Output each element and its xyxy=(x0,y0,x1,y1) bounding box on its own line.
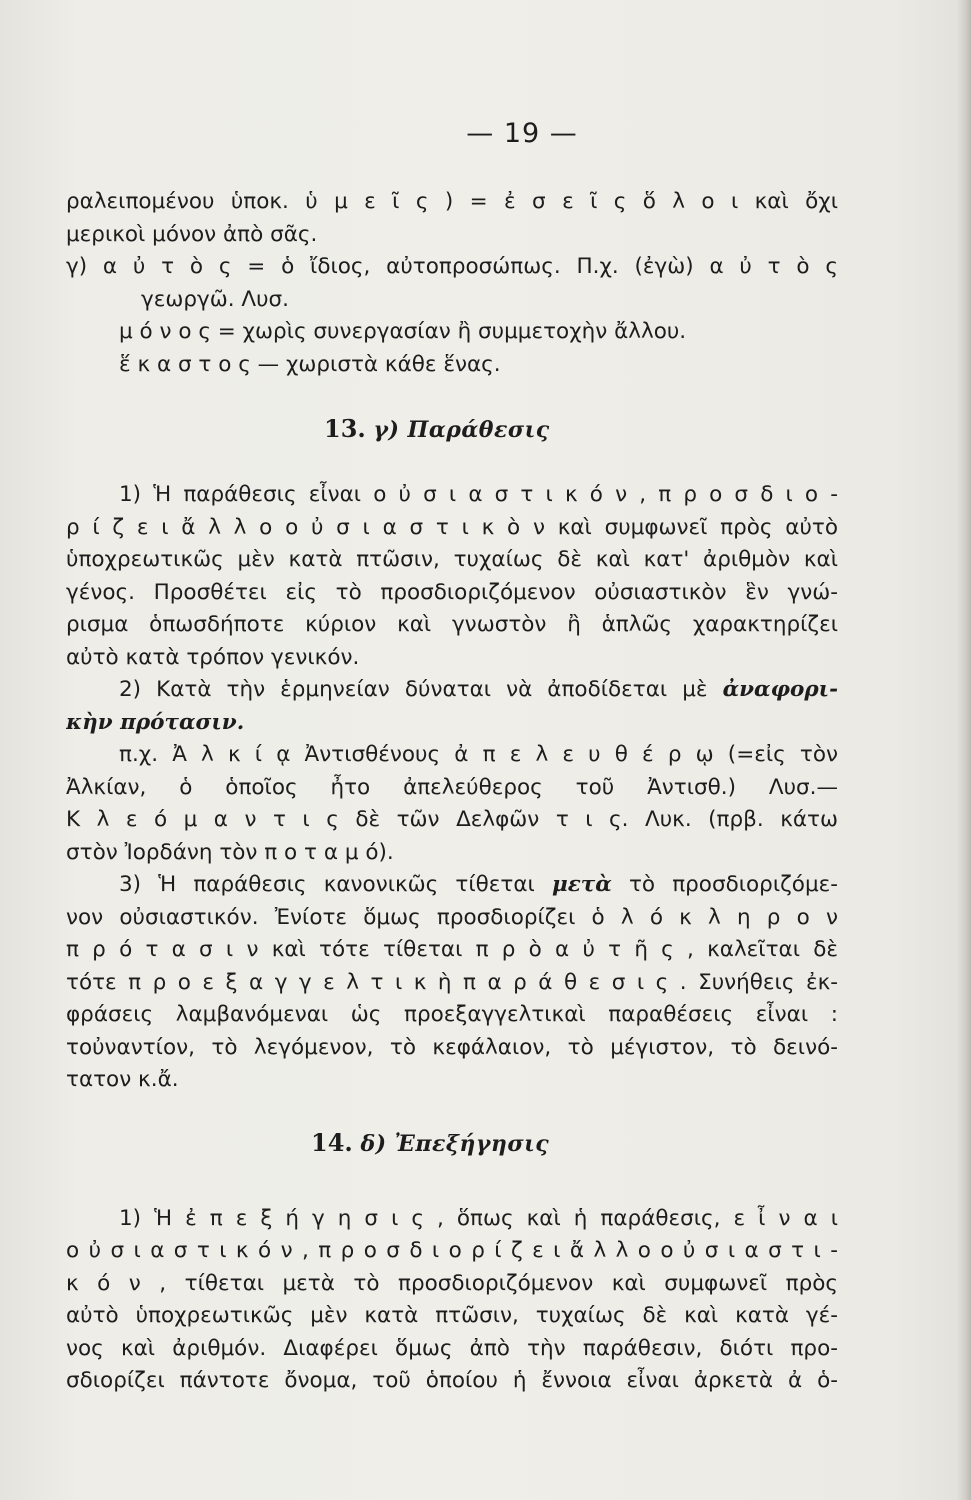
section-number: 13. xyxy=(324,414,366,443)
text-line: τοὐναντίον, τὸ λεγόμενον, τὸ κεφάλαιον, τὸ μέγιστον, τὸ δεινό- xyxy=(66,1034,838,1060)
section-number: 14. xyxy=(311,1127,353,1157)
section-heading-13 xyxy=(324,409,838,449)
text-line: μ ό ν ο ς = χωρὶς συνεργασίαν ἢ συμμετοχὴν ἄλλου. xyxy=(119,319,687,344)
text-line: σδιορίζει πάντοτε ὄνομα, τοῦ ὁποίου ἡ ἔννοια εἶναι ἀρκετὰ ἀ ὁ- xyxy=(66,1368,838,1393)
section-title: δ) Ἐπεξήγησις xyxy=(360,1130,550,1157)
text-line: τατον κ.ἄ. xyxy=(66,1067,179,1092)
text-line: 1) Ἡ ἐ π ε ξ ή γ η σ ι ς , ὅπως καὶ ἡ παράθεσις, ε ἶ ν α ι xyxy=(119,1205,838,1231)
text-line: αὐτὸ κατὰ τρόπον γενικόν. xyxy=(66,644,360,670)
text-line: μερικοὶ μόνον ἀπὸ σᾶς. xyxy=(66,221,318,247)
emphasis-text: ἀναφορι- xyxy=(722,677,838,702)
text-line: γ) α ὐ τ ὸ ς = ὁ ἴδιος, αὐτοπροσώπως. Π.χ. (ἐγὼ) α ὐ τ ὸ ς xyxy=(66,254,838,279)
text-line: νος καὶ ἀριθμόν. Διαφέρει ὅμως ἀπὸ τὴν παράθεσιν, διότι προ- xyxy=(66,1335,838,1361)
text-run: 2) Κατὰ τὴν ἑρμηνείαν δύναται νὰ ἀποδίδεται μὲ xyxy=(119,677,708,702)
section-title: γ) Παράθεσις xyxy=(373,417,550,443)
page-number: — 19 — xyxy=(466,118,578,149)
text-line: τότε π ρ ο ε ξ α γ γ ε λ τ ι κ ὴ π α ρ ά θ ε σ ι ς . Συνήθεις ἐκ- xyxy=(66,969,838,995)
text-line: 1) Ἡ παράθεσις εἶναι ο ὐ σ ι α σ τ ι κ ό ν , π ρ ο σ δ ι ο - xyxy=(119,482,838,507)
text-line: φράσεις λαμβανόμεναι ὡς προεξαγγελτικαὶ παραθέσεις εἶναι : xyxy=(66,1002,838,1027)
text-line: π ρ ό τ α σ ι ν καὶ τότε τίθεται π ρ ὸ α ὐ τ ῆ ς , καλεῖται δὲ xyxy=(66,937,838,962)
text-line xyxy=(66,869,838,902)
page-edge-shadow xyxy=(957,0,971,1500)
text-line: ραλειπομένου ὑποκ. ὑ μ ε ῖ ς ) = ἐ σ ε ῖ ς ὅ λ ο ι καὶ ὄχι xyxy=(66,189,838,214)
text-run: 3) Ἡ παράθεσις κανονικῶς τίθεται xyxy=(119,872,535,897)
emphasis-text: μετὰ xyxy=(551,872,612,897)
text-line: ο ὐ σ ι α σ τ ι κ ό ν , π ρ ο σ δ ι ο ρ ί ζ ε ι ἄ λ λ ο ο ὐ σ ι α σ τ ι - xyxy=(66,1238,838,1263)
text-line: ρισμα ὁπωσδήποτε κύριον καὶ γνωστὸν ἢ ἁπλῶς χαρακτηρίζει xyxy=(66,612,838,637)
text-line: κ ό ν , τίθεται μετὰ τὸ προσδιοριζόμενον καὶ συμφωνεῖ πρὸς xyxy=(66,1270,838,1296)
text-line: Κ λ ε ό μ α ν τ ι ς δὲ τῶν Δελφῶν τ ι ς. Λυκ. (πρβ. κάτω xyxy=(66,807,838,832)
text-line: γένος. Προσθέτει εἰς τὸ προσδιοριζόμενον οὐσιαστικὸν ἓν γνώ- xyxy=(66,579,838,605)
text-line: ὑποχρεωτικῶς μὲν κατὰ πτῶσιν, τυχαίως δὲ καὶ κατ' ἀριθμὸν καὶ xyxy=(66,547,838,572)
text-line xyxy=(66,674,838,707)
emphasis-text: κὴν πρότασιν. xyxy=(66,709,245,735)
page-content xyxy=(66,118,838,1398)
text-run: τὸ προσδιοριζόμε- xyxy=(628,872,838,897)
text-line: Ἀλκίαν, ὁ ὁποῖος ἦτο ἀπελεύθερος τοῦ Ἀντισθ.) Λυσ.— xyxy=(66,774,838,800)
section-heading-14 xyxy=(311,1123,838,1163)
text-line xyxy=(66,707,838,740)
text-line: ρ ί ζ ε ι ἄ λ λ ο ο ὐ σ ι α σ τ ι κ ὸ ν καὶ συμφωνεῖ πρὸς αὐτὸ xyxy=(66,514,838,540)
text-line: στὸν Ἰορδάνη τὸν π ο τ α μ ό). xyxy=(66,839,394,865)
text-line: νον οὐσιαστικόν. Ἐνίοτε ὅμως προσδιορίζει ὁ λ ό κ λ η ρ ο ν xyxy=(66,904,838,930)
text-line: ἕ κ α σ τ ο ς — χωριστὰ κάθε ἕνας. xyxy=(119,351,501,377)
text-line: γεωργῶ. Λυσ. xyxy=(141,286,290,312)
text-line: αὐτὸ ὑποχρεωτικῶς μὲν κατὰ πτῶσιν, τυχαίως δὲ καὶ κατὰ γέ- xyxy=(66,1303,838,1328)
text-line: π.χ. Ἀ λ κ ί ᾳ Ἀντισθένους ἀ π ε λ ε υ θ έ ρ ῳ (=εἰς τὸν xyxy=(119,742,838,767)
